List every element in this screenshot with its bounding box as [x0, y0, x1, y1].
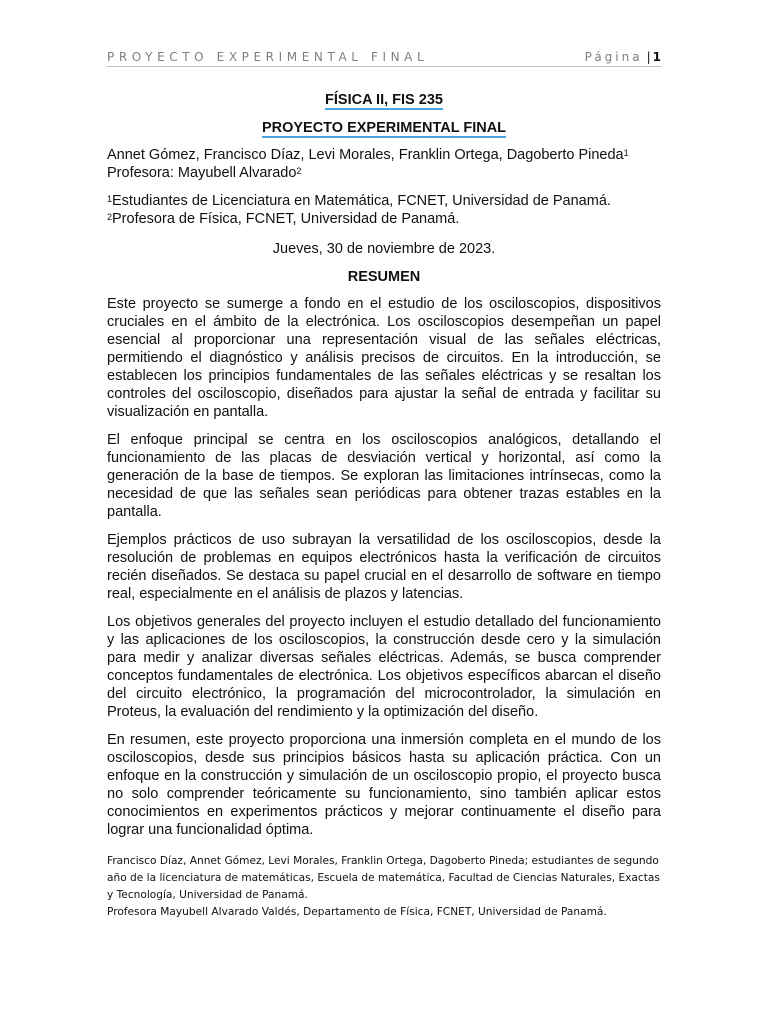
- abstract-paragraph-2: El enfoque principal se centra en los osciloscopios analógicos, detallando el funcionamiento de las placas de desviación vertical y horizontal, así como la generación de la base de tiempos. Se exploran las limitaciones intrínsecas, como la necesidad de que las señales sean periódicas para obtener trazas estables en la pantalla.: [107, 432, 661, 520]
- page-number: 1: [652, 50, 661, 64]
- abstract-paragraph-5: En resumen, este proyecto proporciona una inmersión completa en el mundo de los osciloscopios, desde sus principios básicos hasta su aplicación práctica. Con un enfoque en la construcción y simulación de un osciloscopio propio, el proyecto busca no solo comprender teóricamente su funcionamiento, sino también aplicar estos conocimientos en experimentos prácticos y mejorar continuamente el diseño para lograr una funcionalidad óptima.: [107, 732, 661, 838]
- affiliation-2: Profesora de Física, FCNET, Universidad de Panamá.: [112, 211, 460, 227]
- page-header: [107, 44, 661, 67]
- footnote-2: Profesora Mayubell Alvarado Valdés, Departamento de Física, FCNET, Universidad de Panamá.: [107, 906, 607, 918]
- project-title-text: PROYECTO EXPERIMENTAL FINAL: [261, 120, 507, 136]
- footnotes: [107, 853, 661, 921]
- affiliations-block: [107, 192, 661, 228]
- abstract-paragraph-3: Ejemplos prácticos de uso subrayan la versatilidad de los osciloscopios, desde la resolución de problemas en equipos electrónicos hasta la verificación de circuitos recién diseñados. Se destaca su papel crucial en el desarrollo de software en tiempo real, especialmente en el análisis de plazos y latencias.: [107, 532, 661, 602]
- running-title: PROYECTO EXPERIMENTAL FINAL: [107, 50, 429, 64]
- professor-line: Profesora: Mayubell Alvarado: [107, 165, 297, 181]
- page-indicator: [585, 50, 661, 64]
- affiliation-1: Estudiantes de Licenciatura en Matemática, FCNET, Universidad de Panamá.: [112, 193, 611, 209]
- course-title: [107, 90, 661, 110]
- page-separator: |: [646, 50, 651, 64]
- professor-superscript: 2: [296, 166, 302, 176]
- footnote-1: Francisco Díaz, Annet Gómez, Levi Morales, Franklin Ortega, Dagoberto Pineda; estudiantes de segundo año de la licenciatura de matemáticas, Escuela de matemática, Facultad de Ciencias Naturales, Exactas y Tecnología, Universidad de Panamá.: [107, 855, 660, 901]
- affiliation-1-superscript: 1: [107, 194, 113, 204]
- project-title: [107, 118, 661, 138]
- document-date: Jueves, 30 de noviembre de 2023.: [272, 241, 496, 257]
- abstract-paragraph-4: Los objetivos generales del proyecto incluyen el estudio detallado del funcionamiento y las aplicaciones de los osciloscopios, la construcción desde cero y la simulación para medir y analizar diversas señales eléctricas. Además, se busca comprender conceptos fundamentales de electrónica. Los objetivos específicos abarcan el diseño del circuito electrónico, la programación del microcontrolador, la simulación en Proteus, la evaluación del rendimiento y la optimización del diseño.: [107, 614, 661, 720]
- authors-superscript: 1: [623, 148, 629, 158]
- authors-line: Annet Gómez, Francisco Díaz, Levi Morales, Franklin Ortega, Dagoberto Pineda: [107, 147, 624, 163]
- page-content: [107, 90, 661, 921]
- affiliation-2-superscript: 2: [107, 212, 113, 222]
- page-label: Página: [584, 50, 643, 64]
- abstract-heading: RESUMEN: [347, 269, 421, 285]
- authors-block: [107, 146, 661, 182]
- abstract-paragraph-1: Este proyecto se sumerge a fondo en el estudio de los osciloscopios, dispositivos cruciales en el ámbito de la electrónica. Los osciloscopios desempeñan un papel esencial al proporcionar una representación visual de las señales eléctricas, permitiendo el diagnóstico y análisis precisos de circuitos. En la introducción, se establecen los principios fundamentales de las señales eléctricas y se resaltan los controles del osciloscopio, diseñados para ajustar la señal de entrada y facilitar su visualización en pantalla.: [107, 296, 661, 420]
- course-title-text: FÍSICA II, FIS 235: [325, 92, 443, 108]
